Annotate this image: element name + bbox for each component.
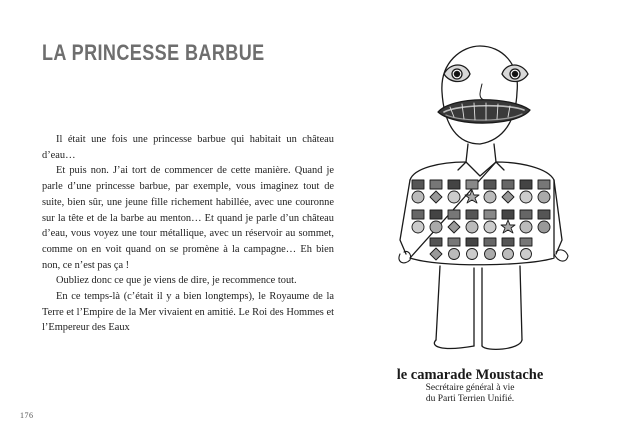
caption-role-line1: Secrétaire général à vie — [425, 383, 515, 393]
caption-role-line2: du Parti Terrien Unifié. — [425, 394, 515, 404]
paragraph: En ce temps-là (c’était il y a bien longtemps), le Royaume de la Terre et l’Empire de la Mer vivaient en amitié. Le Roi des Hommes et l’Empereur des Eaux — [42, 291, 334, 334]
right-eye — [502, 65, 528, 82]
paragraph: Et puis non. J’ai tort de commencer de cette manière. Quand je parle d’une princesse barbue, par exemple, vous imaginez tout de suite, bien sûr, une jeune fille richement habillée, avec une couronne sur la tête et de la barbe au menton… Et quand je parle d’un château d’eau, vous voyez une tour métallique, avec un réservoir au sommet, comme on en voit quand on se promène à la campagne… Eh bien non, ce n’est pas ça ! — [42, 165, 334, 271]
page-number: 176 — [20, 411, 34, 420]
left-eye — [444, 65, 470, 82]
paragraph: Il était une fois une princesse barbue qui habitait un château d’eau… — [42, 134, 334, 161]
moustache-illustration — [370, 40, 580, 380]
caption-name: le camarade Moustache — [396, 367, 544, 383]
chapter-title: LA PRINCESSE BARBUE — [42, 40, 265, 65]
legs — [436, 266, 522, 346]
body-text — [42, 132, 334, 336]
paragraph: Oubliez donc ce que je viens de dire, je recommence tout. — [56, 275, 297, 287]
medals — [412, 180, 550, 260]
moustache-mouth — [438, 100, 530, 123]
illustration-caption — [370, 368, 570, 405]
